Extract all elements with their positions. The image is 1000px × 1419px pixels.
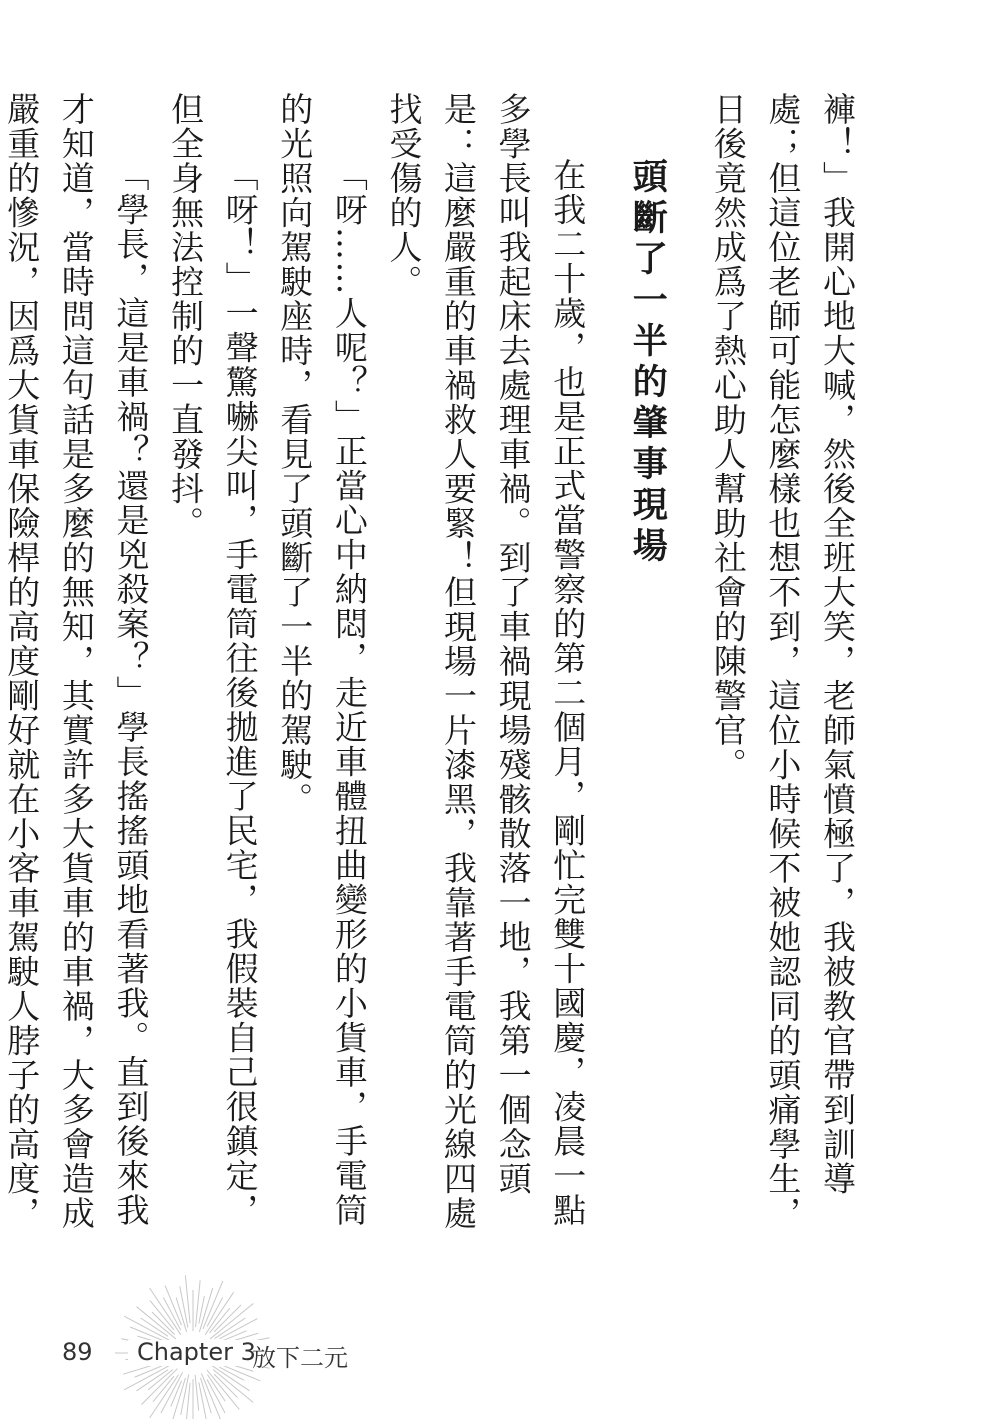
chapter-title: 放下二元 <box>252 1344 348 1372</box>
vertical-body-text <box>2 92 864 1232</box>
paragraph: 「呀……人呢？」正當心中納悶，走近車體扭曲變形的小貨車，手電筒的光照向駕駛座時，看見了頭斷了一半的駕駛。 <box>275 92 369 1228</box>
chapter-label: Chapter 3 <box>137 1338 256 1366</box>
paragraph: 「呀！」一聲驚嚇尖叫，手電筒往後拋進了民宅，我假裝自己很鎮定，但全身無法控制的一直發抖。 <box>166 92 260 1228</box>
page-number: 89 <box>62 1338 93 1366</box>
paragraph: 在我二十歲，也是正式當警察的第二個月，剛忙完雙十國慶，凌晨一點多學長叫我起床去處理車禍。到了車禍現場殘骸散落一地，我第一個念頭是：這麼嚴重的車禍救人要緊！但現場一片漆黑，我靠著手電筒的光線四處找受傷的人。 <box>384 92 588 1231</box>
paragraph: 「學長，這是車禍？還是兇殺案？」學長搖搖頭地看著我。直到後來我才知道，當時問這句話是多麼的無知，其實許多大貨車的車禍，大多會造成嚴重的慘況，因爲大貨車保險桿的高度剛好就在小客車駕駛人脖子的高度， <box>2 92 151 1231</box>
paragraph-continued: 褲！」我開心地大喊，然後全班大笑，老師氣憤極了，我被教官帶到訓導處；但這位老師可能怎麼樣也想不到，這位小時候不被她認同的頭痛學生，日後竟然成爲了熱心助人幫助社會的陳警官。 <box>708 92 857 1231</box>
section-heading: 頭斷了一半的肇事現場 <box>627 158 668 568</box>
